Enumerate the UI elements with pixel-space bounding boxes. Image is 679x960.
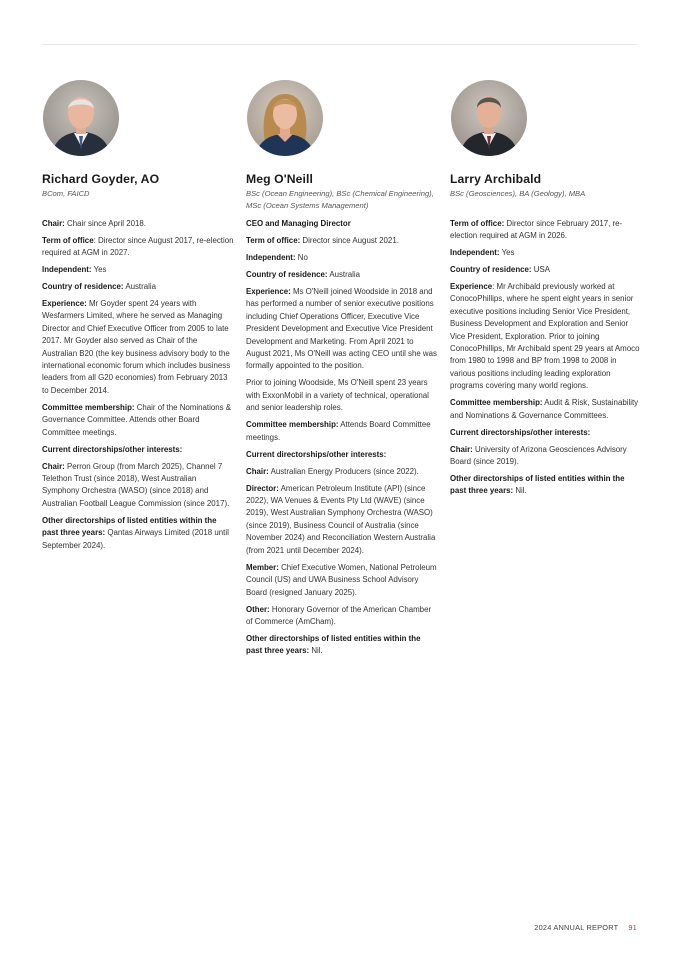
detail-independent: Independent: Yes xyxy=(42,264,107,274)
detail-member-roles: Member: Chief Executive Women, National Petroleum Council (US) and UWA Business School Advisory Board (resigned January 2025). xyxy=(246,562,437,597)
detail-experience: Experience: Ms O'Neill joined Woodside in 2018 and has performed a number of senior executive positions including Chief Operations Officer, Executive Vice President Development and Executive Vice President Development and Marketing. From April 2021 to August 2021, Ms O'Neill was acting CEO until she was formally appointed to the position. xyxy=(246,287,437,371)
detail-term-of-office: Term of office: Director since August 2021. xyxy=(246,236,399,245)
detail-country: Country of residence: Australia xyxy=(246,270,361,279)
detail-chair: Chair: Chair since April 2018. xyxy=(42,218,146,228)
detail-chair-roles: Chair: Perron Group (from March 2025), Channel 7 Telethon Trust (since 2018), West Australian Symphony Orchestra (WASO) (since 2018) and Australian Football League Commission (since 2017). xyxy=(42,461,230,508)
director-details xyxy=(246,218,438,658)
detail-independent: Independent: No xyxy=(246,253,308,262)
page-footer xyxy=(534,923,637,932)
director-name: Meg O'Neill xyxy=(246,172,313,186)
director-qualifications: BSc (Ocean Engineering), BSc (Chemical Engineering), MSc (Ocean Systems Management) xyxy=(246,189,434,210)
detail-listed-directorships: Other directorships of listed entities within the past three years: Qantas Airways Limited (2018 until September 2024). xyxy=(42,515,229,550)
detail-role: CEO and Managing Director xyxy=(246,219,351,228)
director-details xyxy=(450,218,640,498)
director-name: Larry Archibald xyxy=(450,172,542,186)
detail-country: Country of residence: USA xyxy=(450,264,550,274)
director-name: Richard Goyder, AO xyxy=(42,172,160,186)
detail-chair-roles: Chair: Australian Energy Producers (since 2022). xyxy=(246,466,419,476)
detail-independent: Independent: Yes xyxy=(450,247,515,257)
detail-chair-roles: Chair: University of Arizona Geosciences Advisory Board (since 2019). xyxy=(450,444,627,466)
detail-experience: Experience: Mr Goyder spent 24 years with Wesfarmers Limited, where he served as Managing Director and Chief Executive Officer from 2005 to late 2017. Mr Goyder also served as Chair of the Australian B20 (the key business advisory body to the international economic forum which includes business leaders from all G20 economies) from February 2013 to December 2014. xyxy=(42,298,231,395)
detail-listed-directorships: Other directorships of listed entities within the past three years: Nil. xyxy=(450,473,625,496)
detail-committee: Committee membership: Attends Board Committee meetings. xyxy=(246,420,431,442)
detail-experience: Experience: Mr Archibald previously worked at ConocoPhillips, where he spent eight years in senior executive positions including Senior Vice President, Business Development and Exploration and Senior Vice President, Exploration. Prior to joining ConocoPhillips, Mr Archibald spent 29 years at Amoco from 1980 to 1998 and BP from 1998 to 2008 in various positions including leading exploration programs covering many world regions. xyxy=(450,281,640,391)
top-divider xyxy=(42,44,637,45)
director-details xyxy=(42,218,234,553)
detail-listed-directorships: Other directorships of listed entities within the past three years: Nil. xyxy=(246,633,421,656)
detail-term-of-office: Term of office: Director since August 2017, re-election required at AGM in 2027. xyxy=(42,235,234,257)
detail-term-of-office: Term of office: Director since February 2017, re-election required at AGM in 2026. xyxy=(450,218,623,240)
detail-director-roles: Director: American Petroleum Institute (API) (since 2022), WA Venues & Events Pty Ltd (WAVE) (since 2019), West Australian Symphony Orchestra (WASO) (since 2019), Business Council of Australia (since November 2024) and Reconciliation Western Australia (from 2021 until December 2024). xyxy=(246,483,436,555)
detail-other-roles: Other: Honorary Governor of the American Chamber of Commerce (AmCham). xyxy=(246,604,432,626)
portrait-meg-oneill xyxy=(247,80,323,156)
detail-committee: Committee membership: Chair of the Nominations & Governance Committee. Attends other Board Committee meetings. xyxy=(42,402,232,437)
detail-committee: Committee membership: Audit & Risk, Sustainability and Nominations & Governance Committees. xyxy=(450,398,639,420)
page-number: 91 xyxy=(628,923,637,932)
portrait-larry-archibald xyxy=(451,80,527,156)
detail-current-directorships: Current directorships/other interests: xyxy=(450,427,591,437)
detail-experience-prior: Prior to joining Woodside, Ms O'Neill spent 23 years with ExxonMobil in a variety of technical, operational and senior leadership roles. xyxy=(246,378,429,413)
director-column-oneill xyxy=(246,80,438,662)
detail-current-directorships: Current directorships/other interests: xyxy=(42,444,183,454)
director-qualifications: BCom, FAICD xyxy=(42,189,90,198)
director-qualifications: BSc (Geosciences), BA (Geology), MBA xyxy=(450,189,586,198)
detail-current-directorships: Current directorships/other interests: xyxy=(246,449,387,459)
director-column-archibald xyxy=(450,80,640,502)
report-title: 2024 ANNUAL REPORT xyxy=(534,923,619,932)
portrait-richard-goyder xyxy=(43,80,119,156)
detail-country: Country of residence: Australia xyxy=(42,281,157,291)
director-column-goyder xyxy=(42,80,234,557)
